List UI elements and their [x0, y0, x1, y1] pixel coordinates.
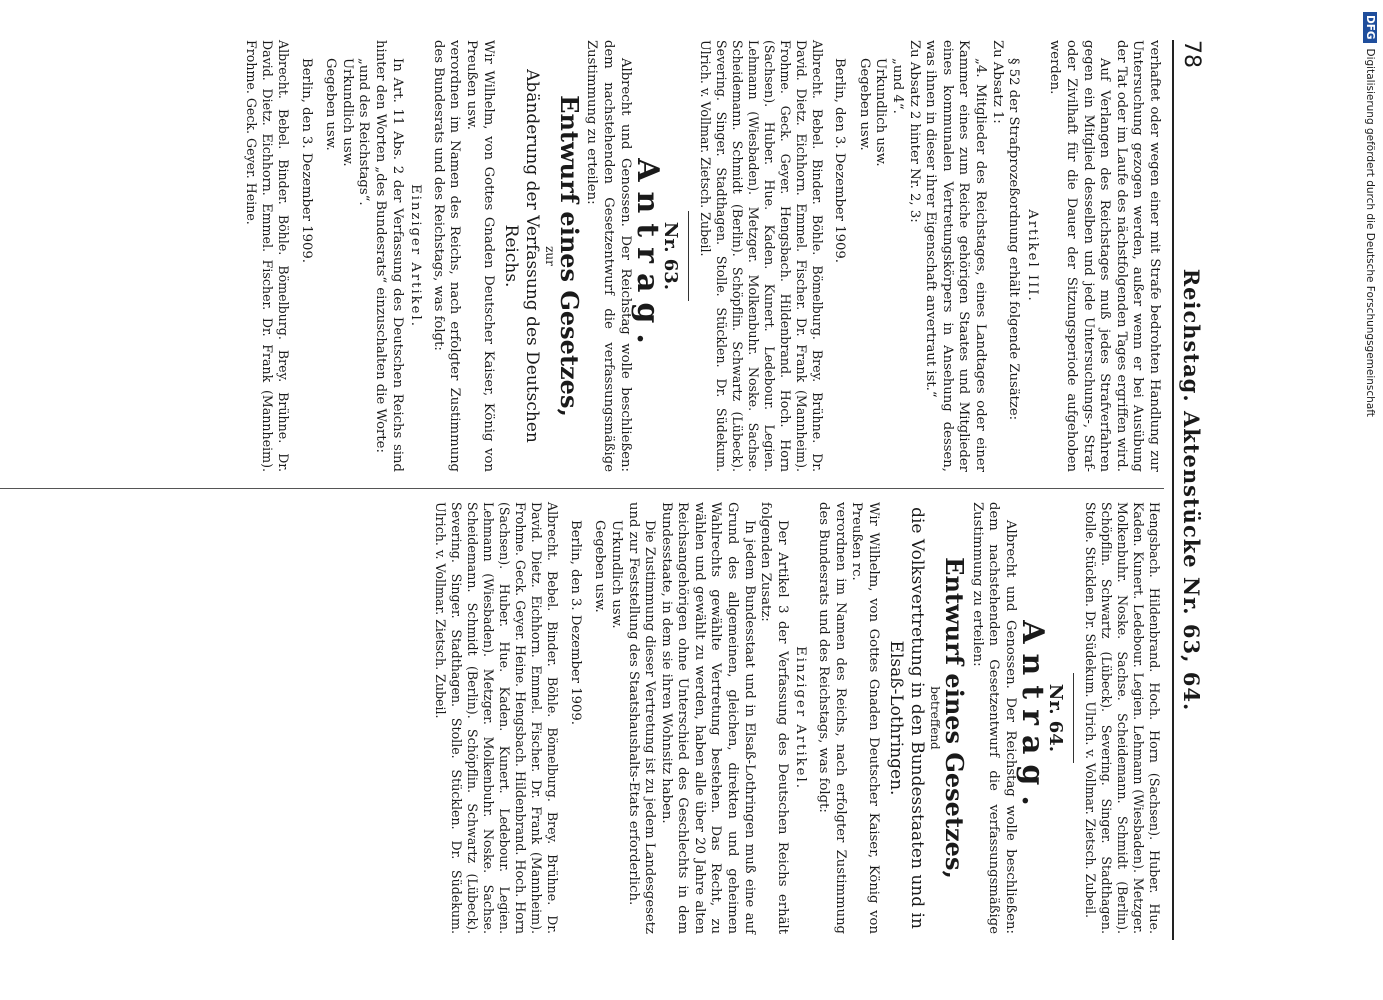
bill-subject: Abänderung der Verfassung des Deutschen Reichs. [500, 69, 542, 443]
paragraph: „4. Mitglieder des Reichstages, eines Landtages oder einer Kammer eines zum Reiche gehörigen Staates und Mitglieder eines kommunalen Vertretungskörpers in Ansehung dessen, was ihnen in dieser ihrer Eigenschaft anvertraut ist.“ [923, 40, 989, 472]
paragraph: Zu Absatz 1: [989, 40, 1005, 124]
date-line: Berlin, den 3. Dezember 1909. [298, 58, 314, 263]
paragraph: Die Zustimmung dieser Vertretung ist zu jedem Landesgesetz und zur Feststellung des Staatshaushalts-Etats erforderlich. [625, 502, 658, 934]
document-number: Nr. 64. [1045, 683, 1066, 753]
date-line: Berlin, den 3. Dezember 1909. [832, 58, 848, 263]
paragraph: Wir Wilhelm, von Gottes Gnaden Deutscher Kaiser, König von Preußen rc. [849, 502, 881, 934]
paragraph: Urkundlich usw. [608, 520, 624, 629]
paragraph: „und 4“. [890, 58, 906, 114]
date-line: Berlin, den 3. Dezember 1909. [567, 520, 583, 725]
funding-notice [1358, 12, 1382, 992]
paragraph: Urkundlich usw. [339, 58, 355, 167]
paragraph: Gegeben usw. [323, 58, 339, 151]
funding-text: Digitalisierung gefördert durch die Deutsche Forschungsgemeinschaft [1364, 48, 1376, 417]
paragraph: In Art. 11 Abs. 2 der Verfassung des Deutschen Reichs sind hinter den Worten „des Bundesrats“ einzuschalten die Worte: [373, 40, 405, 472]
paragraph: Gegeben usw. [592, 520, 608, 613]
left-column [243, 40, 1162, 472]
paragraph: Zu Absatz 2 hinter Nr. 2, 3: [906, 40, 922, 223]
paragraph: In jedem Bundesstaat und in Elsaß-Lothringen muß eine auf Grund des allgemeinen, gleichen, direkten und geheimen Wahlrechts gewählte Vertretung bestehen. Das Recht, zu wählen und gewählt zu werden, haben alle über 20 Jahre alten Reichsangehörigen ohne Unterschied des Geschlechts in dem Bundesstaate, in dem sie ihren Wohnsitz haben. [658, 502, 757, 934]
signatories: Hengsbach. Hildenbrand. Hoch. Horn (Sachsen). Huber. Hue. Kaden. Kunert. Ledebour. Legien. Lehmann (Wiesbaden). Metzger. Molkenbuhr. Noske. Sachse. Scheidemann. Schmidt (Berlin). Schöpflin. Schwartz (Lübeck). Severing. Singer. Stadthagen. Stolle. Stücklen. Dr. Südekum. Ulrich. v. Vollmar. Zietsch. Zubeil. [1083, 502, 1162, 934]
column-divider [0, 488, 1164, 489]
bill-title: Entwurf eines Gesetzes, [940, 557, 970, 879]
bill-connector: betreffend [928, 686, 943, 750]
paragraph: „und des Reichstags“. [356, 58, 372, 206]
document-page [0, 40, 1210, 940]
paragraph: Der Artikel 3 der Verfassung des Deutschen Reichs erhält folgenden Zusatz: [758, 502, 790, 934]
bill-subject: die Volksvertretung in den Bundesstaaten und in Elsaß-Lothringen. [885, 507, 927, 929]
page-number: 78 [1179, 40, 1204, 68]
bill-title: Entwurf eines Gesetzes, [554, 95, 584, 417]
paragraph: verordnen im Namen des Reichs, nach erfolgter Zustimmung des Bundesrats und des Reichstags, was folgt: [816, 502, 848, 934]
paragraph: verhaftet oder wegen einer mit Strafe bedrohten Handlung zur Untersuchung gezogen werden, außer wenn er bei Ausübung der Tat oder im Laufe des nächstfolgenden Tages ergriffen wird. [1113, 40, 1162, 472]
paragraph: Albrecht und Genossen. Der Reichstag wolle beschließen: dem nachstehenden Gesetzentwurf die verfassungsmäßige Zustimmung zu erteilen: [969, 502, 1018, 934]
paragraph: Urkundlich usw. [873, 58, 889, 167]
paragraph: § 52 der Strafprozeßordnung erhält folgende Zusätze: [1006, 58, 1022, 421]
paragraph: Albrecht und Genossen. Der Reichstag wolle beschließen: dem nachstehenden Gesetzentwurf die verfassungsmäßige Zustimmung zu erteilen: [584, 40, 633, 472]
article-heading: Einziger Artikel. [408, 184, 424, 328]
signatories: Albrecht. Bebel. Binder. Böhle. Bömelburg. Brey. Brühne. Dr. David. Dietz. Eichhorn. Emmel. Fischer. Dr. Frank (Mannheim). Frohme. Geck. Geyer. Heine. Hengsbach. Hildenbrand. Hoch. Horn (Sachsen). Huber. Hue. Kaden. Kunert. Ledebour. Legien. Lehmann (Wiesbaden). Metzger. Molkenbuhr. Noske. Sachse. Scheidemann. Schmidt (Berlin). Schöpflin. Schwartz (Lübeck). Severing. Singer. Stadthagen. Stolle. Stücklen. Dr. Südekum. Ulrich. v. Vollmar. Zietsch. Zubeil. [433, 502, 561, 934]
page-header [1170, 40, 1210, 940]
dfg-logo: DFG [1363, 12, 1377, 43]
right-column [432, 502, 1162, 934]
section-rule [688, 211, 689, 301]
paragraph: Gegeben usw. [856, 58, 872, 151]
paragraph: Wir Wilhelm, von Gottes Gnaden Deutscher Kaiser, König von Preußen usw. [463, 40, 496, 472]
motion-heading: Antrag. [1015, 620, 1051, 816]
paragraph: Auf Verlangen des Reichstages muß jedes Strafverfahren gegen ein Mitglied desselben und jede Untersuchungs-, Straf- oder Zivilhaft für die Dauer der Sitzungsperiode aufgehoben werden. [1047, 40, 1113, 472]
bill-connector: zur [543, 246, 558, 266]
motion-heading: Antrag. [630, 158, 666, 354]
article-heading: Einziger Artikel. [793, 646, 809, 790]
signatories: Albrecht. Bebel. Binder. Böhle. Bömelburg. Brey. Brühne. Dr. David. Dietz. Eichhorn. Emmel. Fischer. Dr. Frank (Mannheim). Frohme. Geck. Geyer. Heine. [244, 40, 292, 472]
section-rule [1073, 673, 1074, 763]
header-rule [1172, 40, 1174, 940]
paragraph: verordnen im Namen des Reichs, nach erfolgter Zustimmung des Bundesrats und des Reichstags, was folgt: [430, 40, 463, 472]
running-title: Reichstag. Aktenstücke Nr. 63, 64. [1179, 268, 1204, 712]
document-number: Nr. 63. [659, 221, 681, 291]
article-heading: Artikel III. [1024, 209, 1040, 303]
signatories: Albrecht. Bebel. Binder. Böhle. Bömelburg. Brey. Brühne. Dr. David. Dietz. Eichhorn. Emmel. Fischer. Dr. Frank (Mannheim). Frohme. Geck. Geyer. Hengsbach. Hildenbrand. Hoch. Horn (Sachsen). Huber. Hue. Kaden. Kunert. Ledebour. Legien. Lehmann (Wiesbaden). Metzger. Molkenbuhr. Noske. Sachse. Scheidemann. Schmidt (Berlin). Schöpflin. Schwartz (Lübeck). Severing. Singer. Stadthagen. Stolle. Stücklen. Dr. Südekum. Ulrich. v. Vollmar. Zietsch. Zubeil. [697, 40, 825, 472]
